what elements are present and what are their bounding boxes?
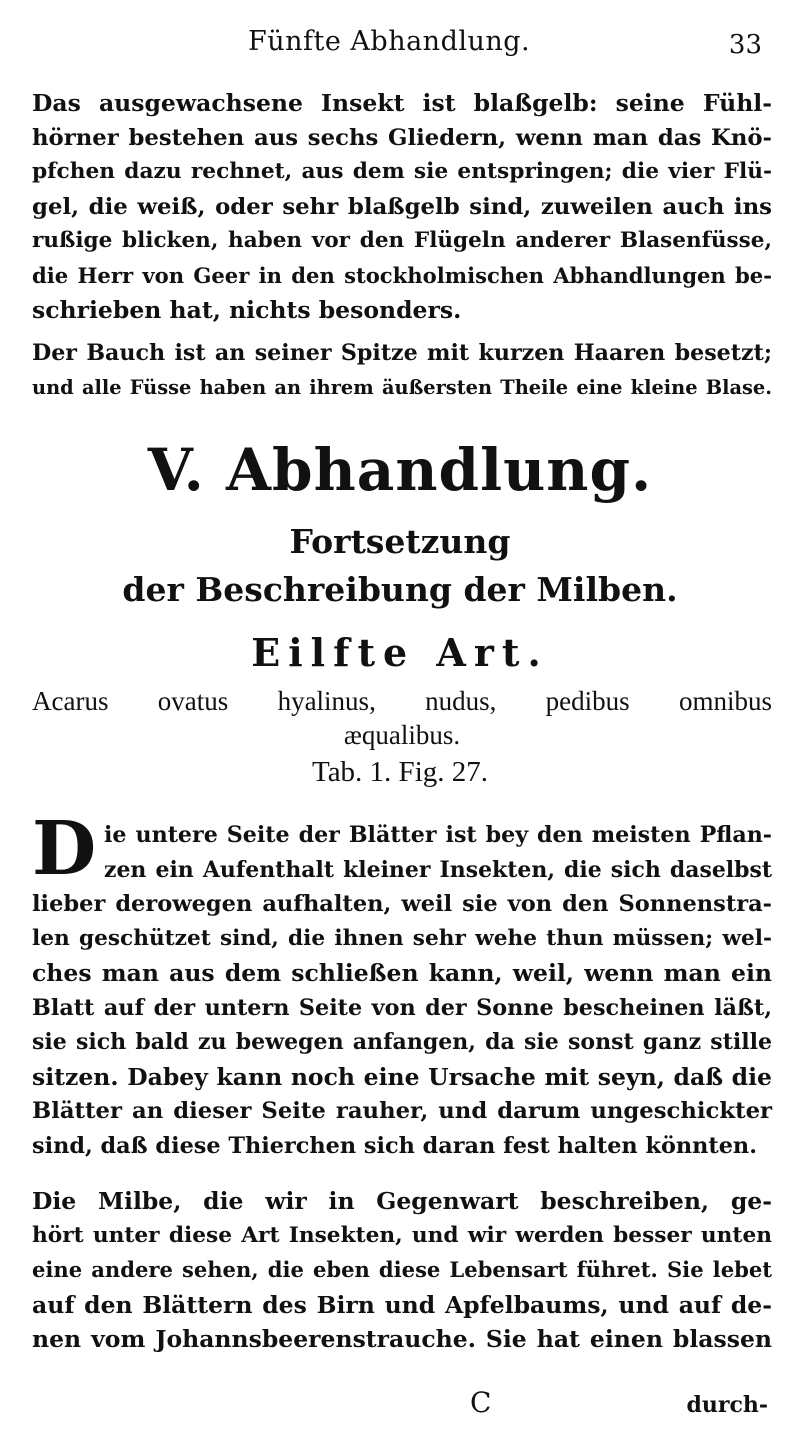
text-line: die Herr von Geer in den stockholmischen Abhandlungen be-: [32, 262, 772, 288]
running-header: Fünfte Abhandlung.: [248, 26, 531, 57]
text-line: sind, daß diese Thierchen sich daran fest halten könnten.: [32, 1132, 757, 1159]
text-line: gel, die weiß, oder sehr blaßgelb sind, zuweilen auch ins: [32, 193, 772, 220]
text-line: sitzen. Dabey kann noch eine Ursache mit seyn, daß die: [32, 1062, 772, 1091]
latin-species-name: Acarus ovatus hyalinus, nudus, pedibus omnibus: [32, 686, 772, 716]
species-heading: Eilfte Art.: [251, 630, 549, 675]
signature-mark: C: [470, 1386, 492, 1419]
paragraph-insect-description: [32, 86, 772, 328]
text-line: Das ausgewachsene Insekt ist blaßgelb: seine Fühl-: [32, 89, 772, 117]
latin-species-name: æqualibus.: [343, 720, 461, 750]
text-line: eine andere sehen, die eben diese Lebensart führet. Sie lebet: [32, 1257, 772, 1282]
catchword: durch-: [686, 1392, 768, 1418]
chapter-subtitle: Fortsetzung: [289, 522, 511, 561]
drop-cap: D: [32, 806, 97, 892]
text-line: rußige blicken, haben vor den Flügeln anderer Blasenfüsse,: [32, 228, 772, 253]
text-line: hörner bestehen aus sechs Gliedern, wenn man das Knö-: [32, 124, 772, 151]
text-line: Blätter an dieser Seite rauher, und darum ungeschickter: [32, 1098, 772, 1124]
paragraph-abdomen: [32, 336, 772, 405]
text-line: Blatt auf der untern Seite von der Sonne bescheinen läßt,: [32, 994, 772, 1021]
text-line: ches man aus dem schließen kann, weil, wenn man ein: [32, 959, 772, 987]
text-line: lieber derowegen aufhalten, weil sie von den Sonnenstra-: [32, 891, 772, 917]
chapter-subtitle: der Beschreibung der Milben.: [122, 570, 678, 609]
figure-reference: Tab. 1. Fig. 27.: [312, 756, 488, 788]
text-line: Der Bauch ist an seiner Spitze mit kurzen Haaren besetzt;: [32, 340, 772, 366]
text-line: len geschützet sind, die ihnen sehr wehe thun müssen; wel-: [32, 925, 772, 951]
page-number: 33: [728, 30, 762, 60]
text-line: pfchen dazu rechnet, aus dem sie entspringen; die vier Flü-: [32, 159, 772, 184]
text-line: schrieben hat, nichts besonders.: [32, 296, 462, 324]
chapter-heading: V. Abhandlung.: [147, 436, 653, 504]
text-line: nen vom Johannsbeerenstrauche. Sie hat einen blassen: [32, 1325, 772, 1353]
text-line: Die Milbe, die wir in Gegenwart beschreiben, ge-: [32, 1187, 772, 1215]
text-line: hört unter diese Art Insekten, und wir werden besser unten: [32, 1222, 772, 1248]
text-line: sie sich bald zu bewegen anfangen, da sie sonst ganz stille: [32, 1029, 772, 1055]
text-line: auf den Blättern des Birn und Apfelbaums, und auf de-: [32, 1290, 772, 1319]
paragraph-leaf-habitat: [32, 818, 772, 1163]
text-line: ie untere Seite der Blätter ist bey den meisten Pflan-: [104, 822, 772, 848]
paragraph-mite-description: [32, 1184, 772, 1357]
text-line: und alle Füsse haben an ihrem äußersten Theile eine kleine Blase.: [32, 375, 772, 399]
text-line: zen ein Aufenthalt kleiner Insekten, die sich daselbst: [104, 856, 772, 883]
